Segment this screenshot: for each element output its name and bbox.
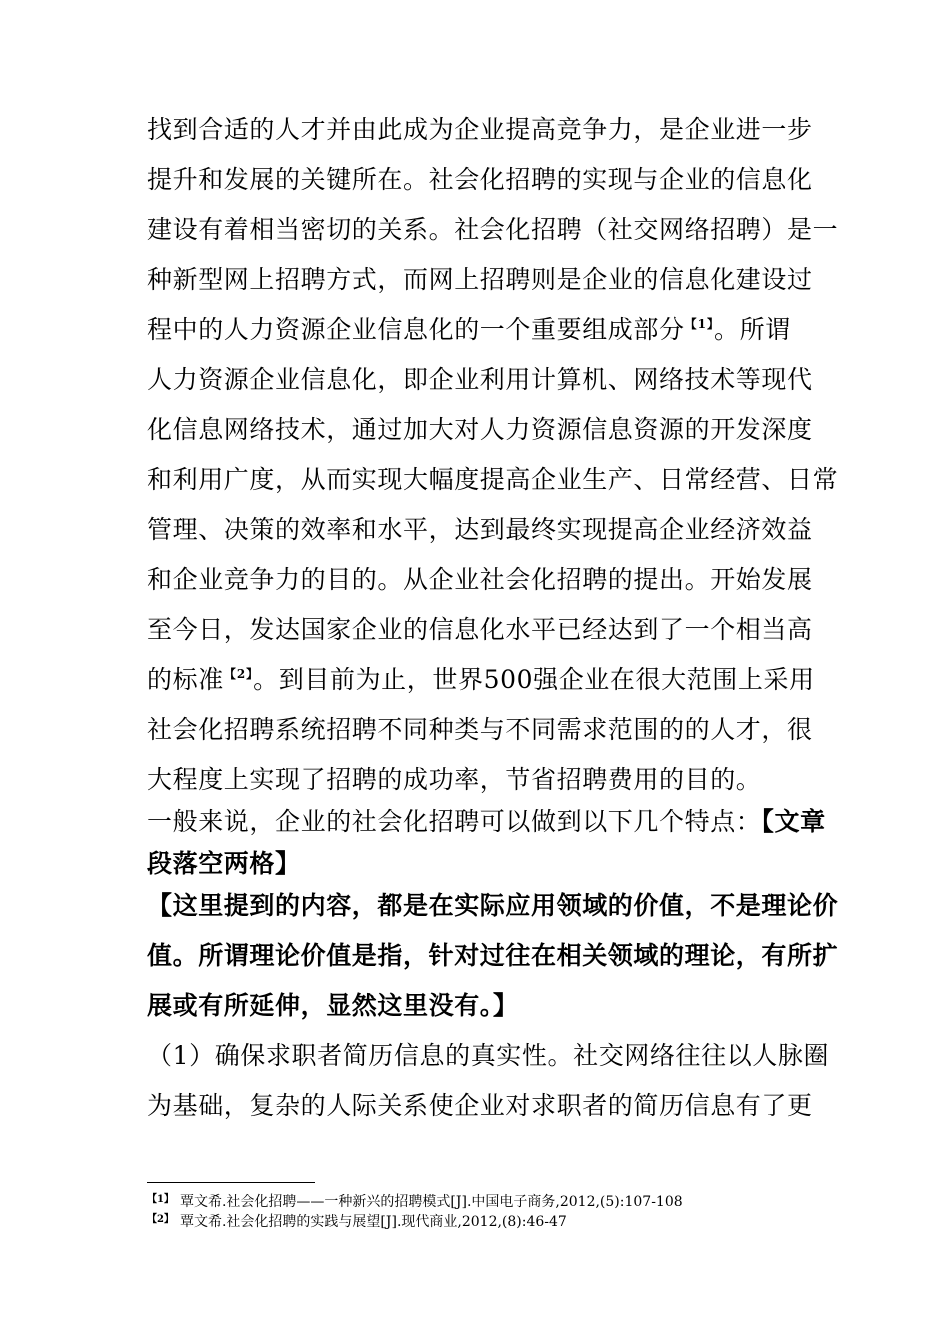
list-item-line: （1）确保求职者简历信息的真实性。社交网络往往以人脉圈 (147, 1041, 830, 1070)
paragraph-line: 至今日，发达国家企业的信息化水平已经达到了一个相当高 (147, 615, 813, 644)
paragraph-line: 社会化招聘系统招聘不同种类与不同需求范围的的人才，很 (147, 715, 813, 744)
format-note: 【文章 (761, 807, 826, 836)
intro-line: 一般来说，企业的社会化招聘可以做到以下几个特点：【文章 (147, 807, 826, 836)
comment-line: 值。所谓理论价值是指，针对过往在相关领域的理论，有所扩 (147, 941, 839, 970)
footnote-1: $^{【1】}$ 覃文希.社会化招聘——一种新兴的招聘模式[J].中国电子商务,2012,(5):107-108 (147, 1194, 683, 1210)
paragraph-line: 程中的人力资源企业信息化的一个重要组成部分$^{【1】}$。所谓 (147, 315, 791, 344)
citation-ref-1[interactable]: 【1】 (684, 317, 714, 331)
paragraph-line: 化信息网络技术，通过加大对人力资源信息资源的开发深度 (147, 415, 813, 444)
comment-line: 【这里提到的内容，都是在实际应用领域的价值，不是理论价 (147, 891, 839, 920)
paragraph-line: 管理、决策的效率和水平，达到最终实现提高企业经济效益 (147, 515, 813, 544)
paragraph-line: 建设有着相当密切的关系。社会化招聘（社交网络招聘）是一 (147, 215, 839, 244)
footnotes (147, 1191, 813, 1231)
paragraph-line: 提升和发展的关键所在。社会化招聘的实现与企业的信息化 (147, 165, 813, 194)
footnote-2: $^{【2】}$ 覃文希.社会化招聘的实践与展望[J].现代商业,2012,(8):46-47 (147, 1214, 567, 1230)
list-item-line: 为基础，复杂的人际关系使企业对求职者的简历信息有了更 (147, 1091, 813, 1120)
paragraph-line: 人力资源企业信息化，即企业利用计算机、网络技术等现代 (147, 365, 813, 394)
paragraph-line: 的标准$^{【2】}$。到目前为止，世界500强企业在很大范围上采用 (147, 665, 815, 694)
paragraph-line: 大程度上实现了招聘的成功率，节省招聘费用的目的。 (147, 765, 762, 794)
paragraph-line: 和企业竞争力的目的。从企业社会化招聘的提出。开始发展 (147, 565, 813, 594)
body-text (147, 115, 839, 1143)
footnote-separator (147, 1182, 315, 1183)
format-note-line: 段落空两格】 (147, 849, 301, 878)
paragraph-line: 种新型网上招聘方式，而网上招聘则是企业的信息化建设过 (147, 265, 813, 294)
comment-line: 展或有所延伸，显然这里没有。】 (147, 991, 519, 1020)
paragraph-line: 和利用广度，从而实现大幅度提高企业生产、日常经营、日常 (147, 465, 839, 494)
paragraph-line: 找到合适的人才并由此成为企业提高竞争力，是企业进一步 (147, 115, 813, 144)
citation-ref-2[interactable]: 【2】 (223, 667, 254, 681)
